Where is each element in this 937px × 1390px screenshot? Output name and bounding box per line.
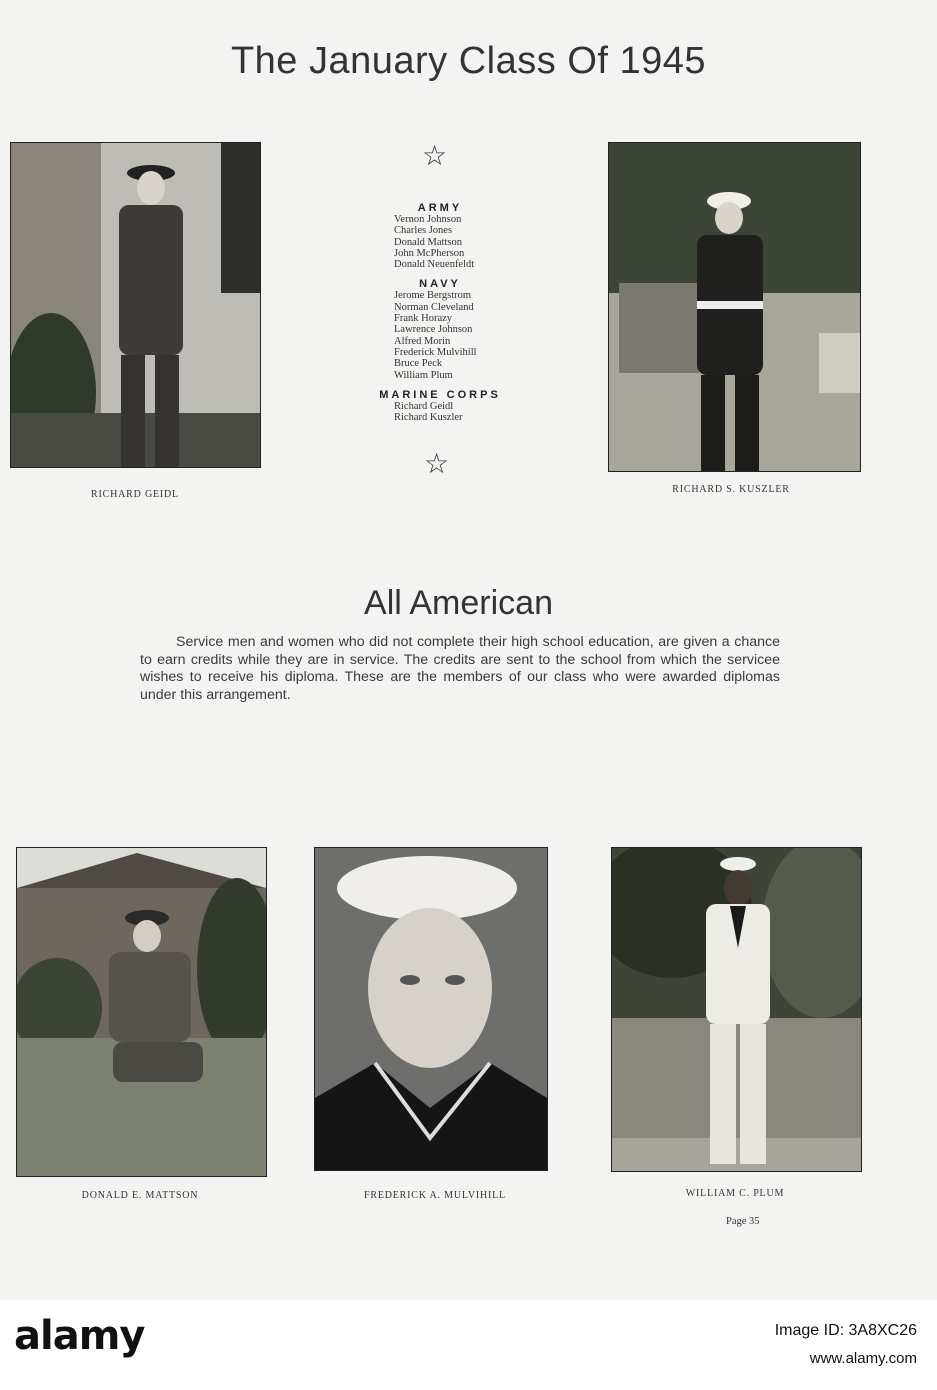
roster-name: Charles Jones [394,225,453,237]
roster-name: Alfred Morin [394,335,451,347]
army-names [394,214,520,270]
roster-name: Lawrence Johnson [394,324,473,336]
photo-william-plum [611,847,862,1172]
image-id-text: Image ID: 3A8XC26 [774,1322,917,1339]
roster-name: Vernon Johnson [394,214,462,225]
caption-frederick-mulvihill: FREDERICK A. MULVIHILL [364,1190,506,1201]
photo-donald-mattson [16,847,267,1177]
photo-frederick-mulvihill [314,847,548,1171]
roster-name: William Plum [394,369,453,381]
caption-richard-geidl: RICHARD GEIDL [91,489,179,500]
service-roster [360,196,520,423]
caption-william-plum: WILLIAM C. PLUM [685,1188,785,1199]
roster-name: Bruce Peck [394,358,443,370]
navy-names [394,290,520,380]
roster-name: Donald Neuenfeldt [394,259,475,271]
roster-name: Jerome Bergstrom [394,290,472,302]
caption-donald-mattson: DONALD E. MATTSON [81,1190,199,1201]
alamy-logo: alamy [14,1313,145,1359]
roster-name: Richard Geidl [394,400,454,412]
page-number: Page 35 [726,1216,760,1227]
star-icon: ☆ [424,447,450,480]
branch-navy-heading: NAVY [419,278,461,291]
roster-name: John McPherson [394,247,465,259]
roster-name: Frank Horazy [394,313,453,325]
page-title: The January Class Of 1945 [230,40,707,82]
photo-richard-kuszler [608,142,861,472]
footer-url[interactable]: www.alamy.com [809,1350,917,1367]
roster-name: Norman Cleveland [394,301,474,313]
photo-richard-geidl [10,142,261,468]
roster-name: Donald Mattson [394,236,462,248]
marines-names [394,401,520,424]
caption-richard-kuszler: RICHARD S. KUSZLER [672,484,790,495]
branch-army-heading: ARMY [417,202,463,214]
branch-marines-heading: MARINE CORPS [379,388,501,401]
section-heading: All American [364,584,553,622]
star-icon: ☆ [422,139,448,172]
roster-name: Frederick Mulvihill [394,346,477,358]
roster-name: Richard Kuszler [394,412,463,424]
section-paragraph: Service men and women who did not complete their high school education, are given a chance to earn credits while they are in service. The credits are sent to the school from which the servicee wishes to receive his diploma. These are the members of our class who were awarded diplomas under this arrangement. [140,634,780,703]
